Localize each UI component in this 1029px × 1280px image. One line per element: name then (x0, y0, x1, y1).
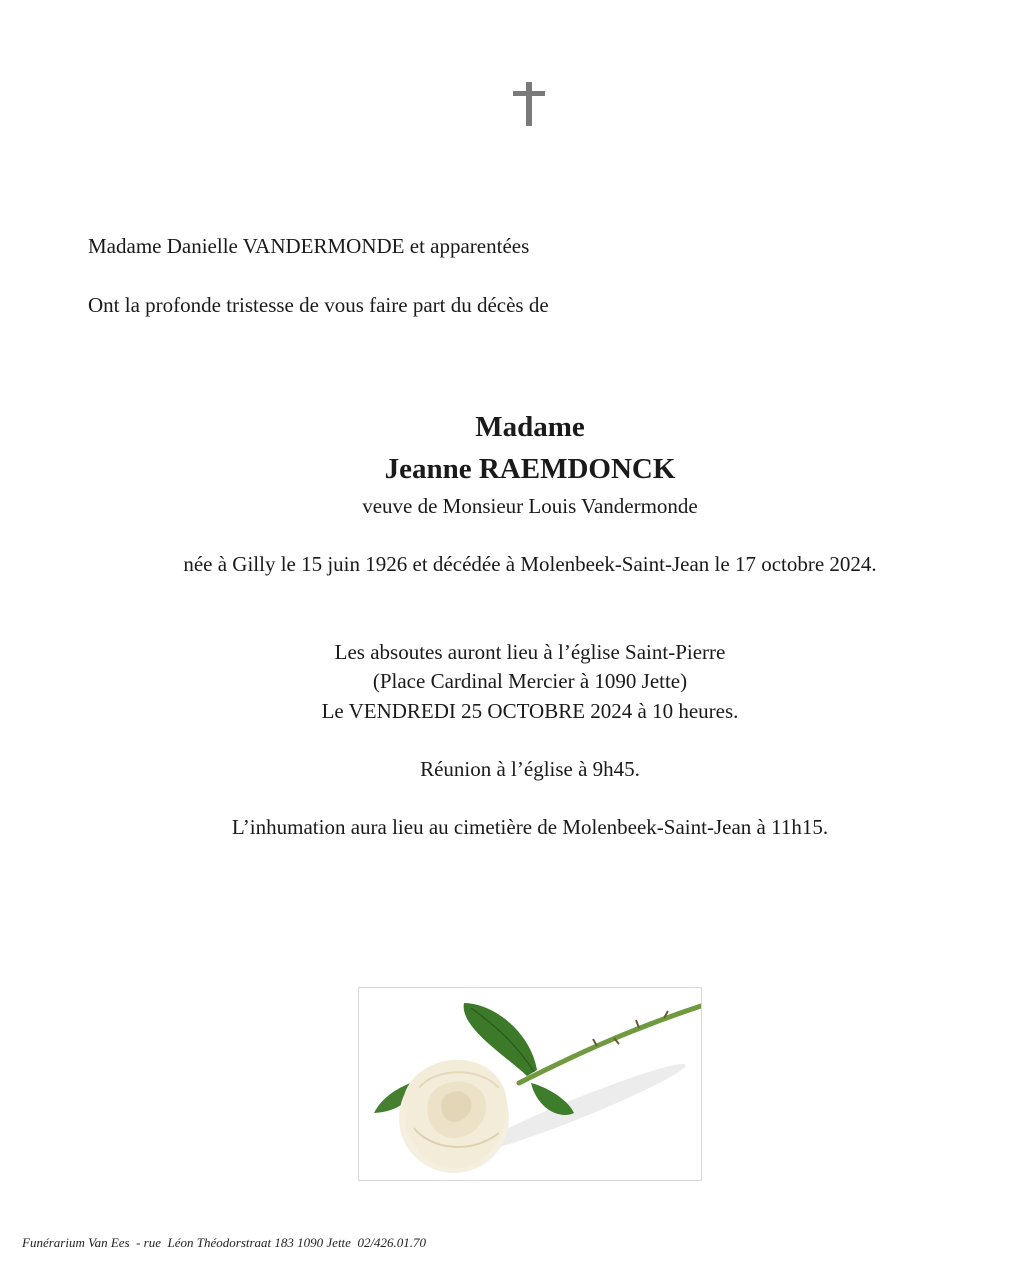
relation-line: veuve de Monsieur Louis Vandermonde (362, 494, 698, 518)
white-rose-image (358, 987, 702, 1181)
footer-address: Funérarium Van Ees - rue Léon Théodorstraat 183 1090 Jette 02/426.01.70 (22, 1235, 427, 1250)
burial-line: L’inhumation aura lieu au cimetière de Molenbeek-Saint-Jean à 11h15. (231, 815, 829, 839)
ceremony-line-3: Le VENDREDI 25 OCTOBRE 2024 à 10 heures. (321, 699, 739, 723)
birth-death-line: née à Gilly le 15 juin 1926 et décédée à Molenbeek-Saint-Jean le 17 octobre 2024. (183, 552, 877, 576)
meeting-line: Réunion à l’église à 9h45. (420, 757, 640, 781)
ceremony-line-1: Les absoutes auront lieu à l’église Saint-Pierre (334, 640, 726, 664)
deceased-title: Madame (475, 411, 585, 443)
cross-icon (510, 80, 550, 130)
deceased-name: Jeanne RAEMDONCK (384, 453, 676, 485)
family-line: Madame Danielle VANDERMONDE et apparentées (88, 234, 530, 258)
ceremony-line-2: (Place Cardinal Mercier à 1090 Jette) (372, 669, 688, 693)
announcement-line: Ont la profonde tristesse de vous faire part du décès de (88, 293, 549, 317)
